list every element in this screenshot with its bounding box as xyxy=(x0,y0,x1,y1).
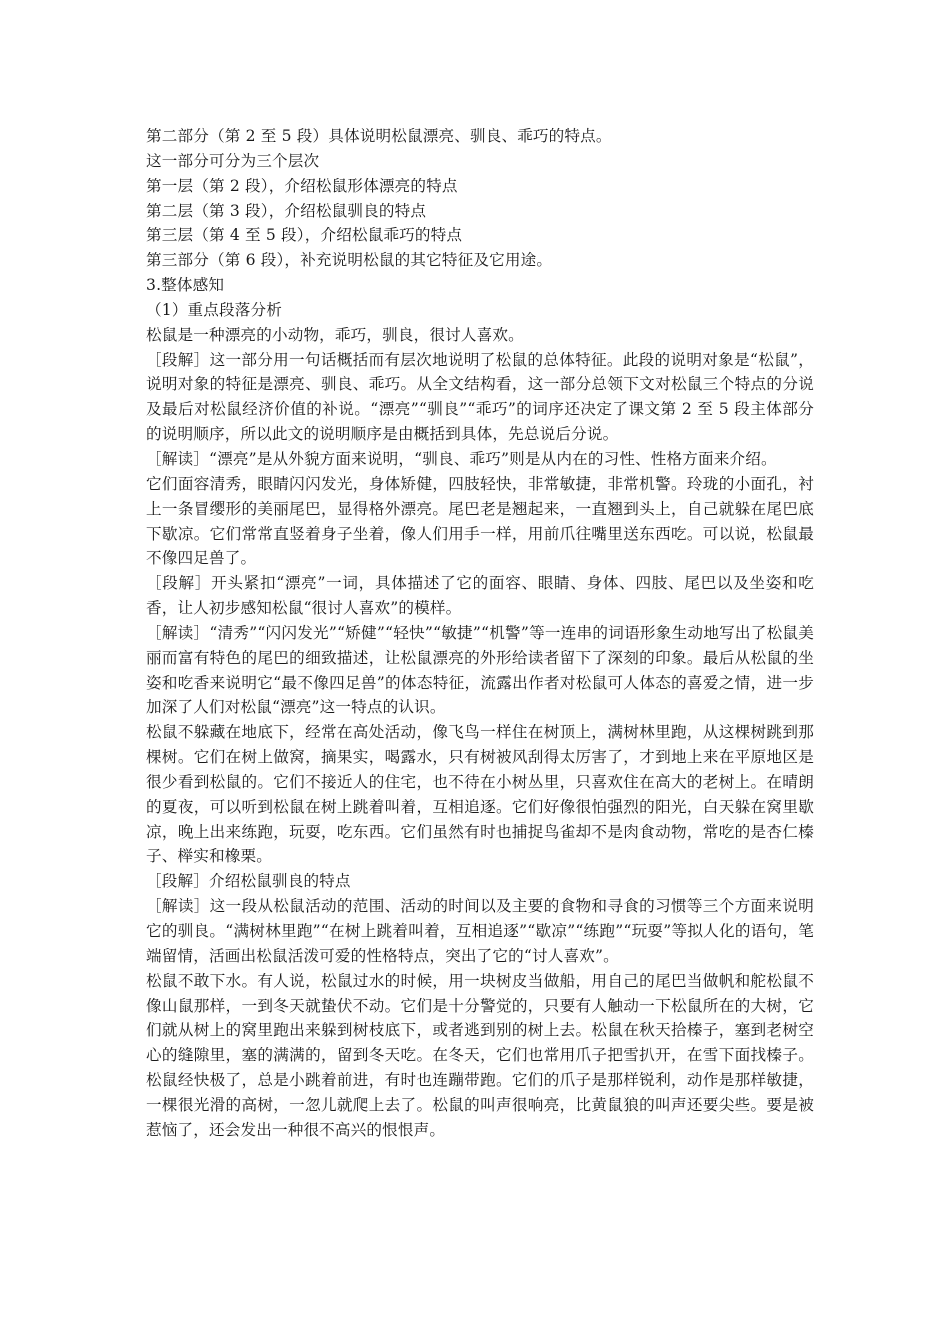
outline-level-three: 第三层（第 4 至 5 段），介绍松鼠乖巧的特点 xyxy=(146,226,463,245)
reading-paragraph-1: ［解读］“漂亮”是从外貌方面来说明，“驯良、乖巧”则是从内在的习性、性格方面来介绍。 xyxy=(146,449,777,468)
text-paragraph-2: 它们面容清秀，眼睛闪闪发光，身体矫健，四肢轻快，非常敏捷，非常机警。玲珑的小面孔，衬上一条冒缨形的美丽尾巴，显得格外漂亮。尾巴老是翘起来，一直翘到头上，自己就躲在尾巴底下歇凉。它们常常直竖着身子坐着，像人们用手一样，用前爪往嘴里送东西吃。可以说，松鼠最不像四足兽了。 xyxy=(146,474,814,568)
analysis-paragraph-2: ［段解］开头紧扣“漂亮”一词，具体描述了它的面容、眼睛、身体、四肢、尾巴以及坐姿和吃香，让人初步感知松鼠“很讨人喜欢”的模样。 xyxy=(146,574,814,618)
outline-part-three: 第三部分（第 6 段），补充说明松鼠的其它特征及它用途。 xyxy=(146,251,553,270)
text-paragraph-3: 松鼠不躲藏在地底下，经常在高处活动，像飞鸟一样住在树顶上，满树林里跑，从这棵树跳到那棵树。它们在树上做窝，摘果实，喝露水，只有树被风刮得太厉害了，才到地上来在平原地区是很少看到松鼠的。它们不接近人的住宅，也不待在小树丛里，只喜欢住在高大的老树上。在晴朗的夏夜，可以听到松鼠在树上跳着叫着，互相追逐。它们好像很怕强烈的阳光，白天躲在窝里歇凉，晚上出来练跑，玩耍，吃东西。它们虽然有时也捕捉鸟雀却不是肉食动物，常吃的是杏仁榛子、榉实和橡栗。 xyxy=(146,723,814,866)
reading-paragraph-3: ［解读］这一段从松鼠活动的范围、活动的时间以及主要的食物和寻食的习惯等三个方面来说明它的驯良。“满树林里跑”“在树上跳着叫着，互相追逐”“歇凉”“练跑”“玩耍”等拟人化的语句，笔端留情，活画出松鼠活泼可爱的性格特点，突出了它的“讨人喜欢”。 xyxy=(146,897,814,965)
analysis-paragraph-3: ［段解］介绍松鼠驯良的特点 xyxy=(146,872,351,891)
reading-paragraph-2: ［解读］“清秀”“闪闪发光”“矫健”“轻快”“敏捷”“机警”等一连串的词语形象生动地写出了松鼠美丽而富有特色的尾巴的细致描述，让松鼠漂亮的外形给读者留下了深刻的印象。最后从松鼠的坐姿和吃香来说明它“最不像四足兽”的体态特征，流露出作者对松鼠可人体态的喜爱之情，进一步加深了人们对松鼠“漂亮”这一特点的认识。 xyxy=(146,623,814,717)
outline-level-one: 第一层（第 2 段），介绍松鼠形体漂亮的特点 xyxy=(146,176,458,195)
subsection-heading: （1）重点段落分析 xyxy=(146,300,283,319)
outline-level-two: 第二层（第 3 段），介绍松鼠驯良的特点 xyxy=(146,201,427,220)
section-heading: 3.整体感知 xyxy=(146,276,225,295)
analysis-paragraph-1: ［段解］这一部分用一句话概括而有层次地说明了松鼠的总体特征。此段的说明对象是“松鼠”，说明对象的特征是漂亮、驯良、乖巧。从全文结构看，这一部分总领下文对松鼠三个特点的分说及最后对松鼠经济价值的补说。“漂亮”“驯良”“乖巧”的词序还决定了课文第 2 至 5 段主体部分的说明顺序，所以此文的说明顺序是由概括到具体，先总说后分说。 xyxy=(146,350,814,444)
text-paragraph-1: 松鼠是一种漂亮的小动物，乖巧，驯良，很讨人喜欢。 xyxy=(146,325,524,344)
outline-levels-intro: 这一部分可分为三个层次 xyxy=(146,151,320,170)
document-body xyxy=(146,124,814,1143)
text-paragraph-4: 松鼠不敢下水。有人说，松鼠过水的时候，用一块树皮当做船，用自己的尾巴当做帆和舵松鼠不像山鼠那样，一到冬天就蛰伏不动。它们是十分警觉的，只要有人触动一下松鼠所在的大树，它们就从树上的窝里跑出来躲到树枝底下，或者逃到别的树上去。松鼠在秋天拾榛子，塞到老树空心的缝隙里，塞的满满的，留到冬天吃。在冬天，它们也常用爪子把雪扒开，在雪下面找榛子。松鼠经快极了，总是小跳着前进，有时也连蹦带跑。它们的爪子是那样锐利，动作是那样敏捷，一棵很光滑的高树，一忽儿就爬上去了。松鼠的叫声很响亮，比黄鼠狼的叫声还要尖些。要是被惹恼了，还会发出一种很不高兴的恨恨声。 xyxy=(146,971,814,1139)
outline-part-two: 第二部分（第 2 至 5 段）具体说明松鼠漂亮、驯良、乖巧的特点。 xyxy=(146,127,612,145)
